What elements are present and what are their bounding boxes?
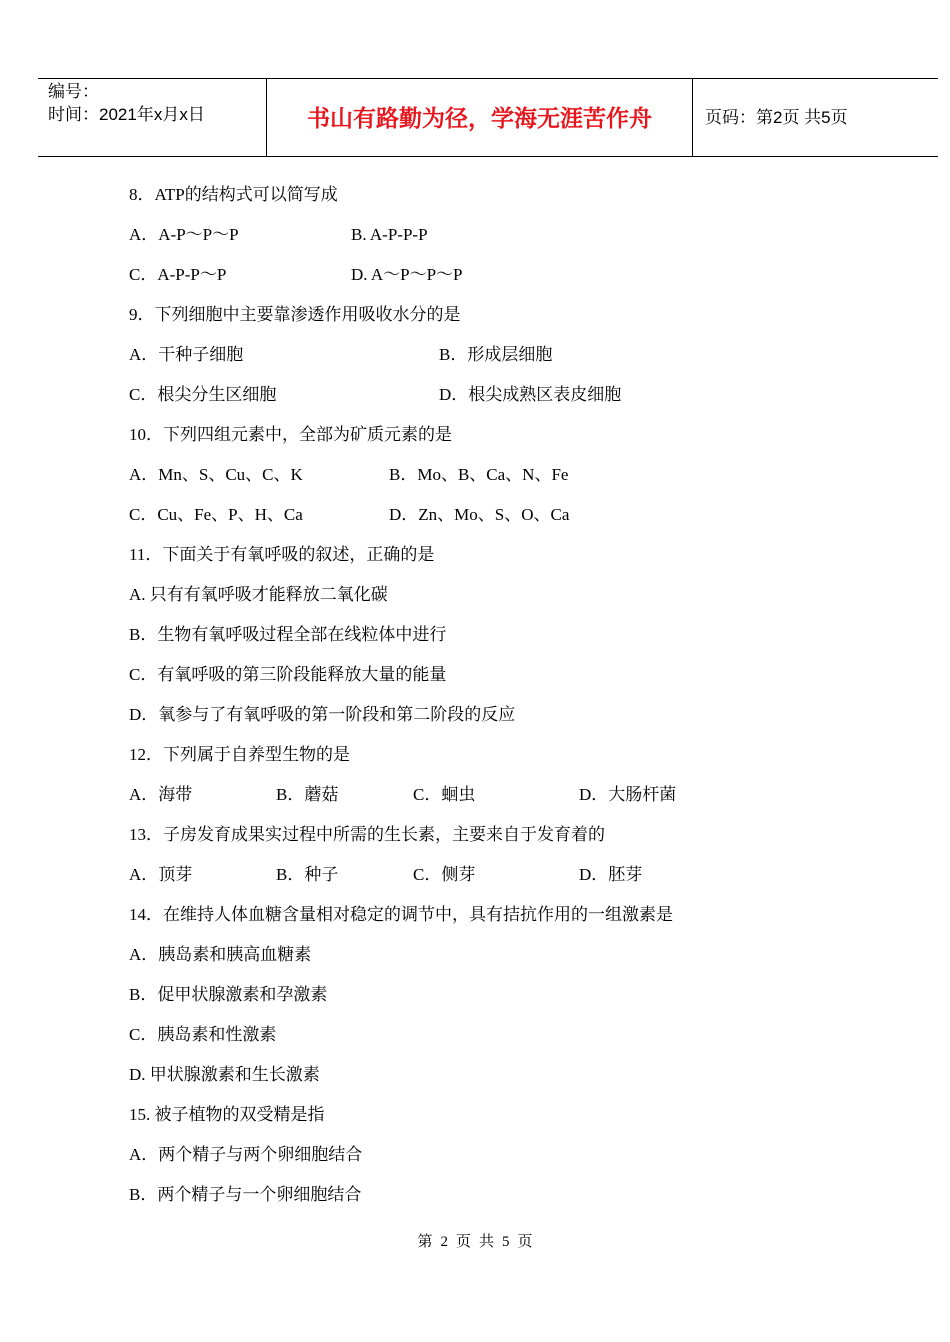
answer-option: C．A-P-P～P bbox=[129, 265, 227, 284]
option-row bbox=[129, 380, 909, 420]
option-row bbox=[129, 500, 909, 540]
option-row bbox=[129, 1060, 909, 1100]
page-info: 页码：第2页 共5页 bbox=[705, 108, 848, 127]
option-row bbox=[129, 220, 909, 260]
answer-option: D. 甲状腺激素和生长激素 bbox=[129, 1065, 320, 1084]
page-footer bbox=[0, 1230, 950, 1251]
footer-total-pages: 5 bbox=[502, 1234, 510, 1250]
question-stem: 15. 被子植物的双受精是指 bbox=[129, 1105, 325, 1124]
option-row bbox=[129, 260, 909, 300]
header-page-cell bbox=[693, 79, 938, 156]
answer-option: B．促甲状腺激素和孕激素 bbox=[129, 985, 328, 1004]
answer-option: C．胰岛素和性激素 bbox=[129, 1025, 277, 1044]
answer-option: D．根尖成熟区表皮细胞 bbox=[439, 385, 622, 404]
answer-option: B．形成层细胞 bbox=[439, 345, 553, 364]
footer-text: 页 bbox=[455, 1234, 471, 1250]
option-row bbox=[129, 460, 909, 500]
answer-option: A．顶芽 bbox=[129, 865, 193, 884]
answer-option: B．蘑菇 bbox=[276, 785, 339, 804]
answer-option: B．生物有氧呼吸过程全部在线粒体中进行 bbox=[129, 625, 447, 644]
footer-text: 页 bbox=[517, 1234, 533, 1250]
option-row bbox=[129, 620, 909, 660]
answer-option: D. A～P～P～P bbox=[351, 265, 463, 284]
option-row bbox=[129, 340, 909, 380]
answer-option: A．胰岛素和胰高血糖素 bbox=[129, 945, 312, 964]
answer-option: A．海带 bbox=[129, 785, 193, 804]
answer-option: C．Cu、Fe、P、H、Ca bbox=[129, 505, 303, 524]
answer-option: C．侧芽 bbox=[413, 865, 476, 884]
answer-option: D．氧参与了有氧呼吸的第一阶段和第二阶段的反应 bbox=[129, 705, 516, 724]
option-row bbox=[129, 1140, 909, 1180]
answer-option: B. A-P-P-P bbox=[351, 225, 428, 244]
header-motto-cell bbox=[267, 79, 693, 156]
option-row bbox=[129, 700, 909, 740]
answer-option: D．胚芽 bbox=[579, 865, 643, 884]
answer-option: D．Zn、Mo、S、O、Ca bbox=[389, 505, 570, 524]
answer-option: B．Mo、B、Ca、N、Fe bbox=[389, 465, 569, 484]
answer-option: B．两个精子与一个卵细胞结合 bbox=[129, 1185, 362, 1204]
question-stem: 8．ATP的结构式可以简写成 bbox=[129, 185, 338, 204]
question-stem: 14．在维持人体血糖含量相对稳定的调节中，具有拮抗作用的一组激素是 bbox=[129, 905, 673, 924]
footer-page-number: 2 bbox=[440, 1234, 448, 1250]
answer-option: C．蛔虫 bbox=[413, 785, 476, 804]
answer-option: A．干种子细胞 bbox=[129, 345, 244, 364]
question-stem: 12．下列属于自养型生物的是 bbox=[129, 745, 350, 764]
answer-option: A．A-P～P～P bbox=[129, 225, 239, 244]
answer-option: B．种子 bbox=[276, 865, 339, 884]
answer-option: A. 只有有氧呼吸才能释放二氧化碳 bbox=[129, 585, 388, 604]
answer-option: C．根尖分生区细胞 bbox=[129, 385, 277, 404]
question-stem: 10．下列四组元素中，全部为矿质元素的是 bbox=[129, 425, 452, 444]
option-row bbox=[129, 580, 909, 620]
option-row bbox=[129, 940, 909, 980]
option-row bbox=[129, 980, 909, 1020]
option-row bbox=[129, 1020, 909, 1060]
page-header bbox=[38, 78, 938, 157]
option-row bbox=[129, 860, 909, 900]
header-meta-cell bbox=[38, 79, 267, 156]
option-row bbox=[129, 660, 909, 700]
answer-option: A．Mn、S、Cu、C、K bbox=[129, 465, 303, 484]
date-line: 时间：2021年x月x日 bbox=[48, 105, 205, 124]
answer-option: D．大肠杆菌 bbox=[579, 785, 677, 804]
serial-number-label: 编号： bbox=[48, 82, 99, 101]
question-stem: 9．下列细胞中主要靠渗透作用吸收水分的是 bbox=[129, 305, 461, 324]
option-row bbox=[129, 1180, 909, 1220]
answer-option: A．两个精子与两个卵细胞结合 bbox=[129, 1145, 363, 1164]
question-stem: 11．下面关于有氧呼吸的叙述，正确的是 bbox=[129, 545, 435, 564]
answer-option: C．有氧呼吸的第三阶段能释放大量的能量 bbox=[129, 665, 447, 684]
footer-text: 共 bbox=[479, 1234, 495, 1250]
question-list bbox=[129, 180, 909, 1220]
footer-text: 第 bbox=[417, 1234, 433, 1250]
option-row bbox=[129, 780, 909, 820]
question-stem: 13．子房发育成果实过程中所需的生长素，主要来自于发育着的 bbox=[129, 825, 605, 844]
motto-text: 书山有路勤为径，学海无涯苦作舟 bbox=[307, 106, 652, 132]
